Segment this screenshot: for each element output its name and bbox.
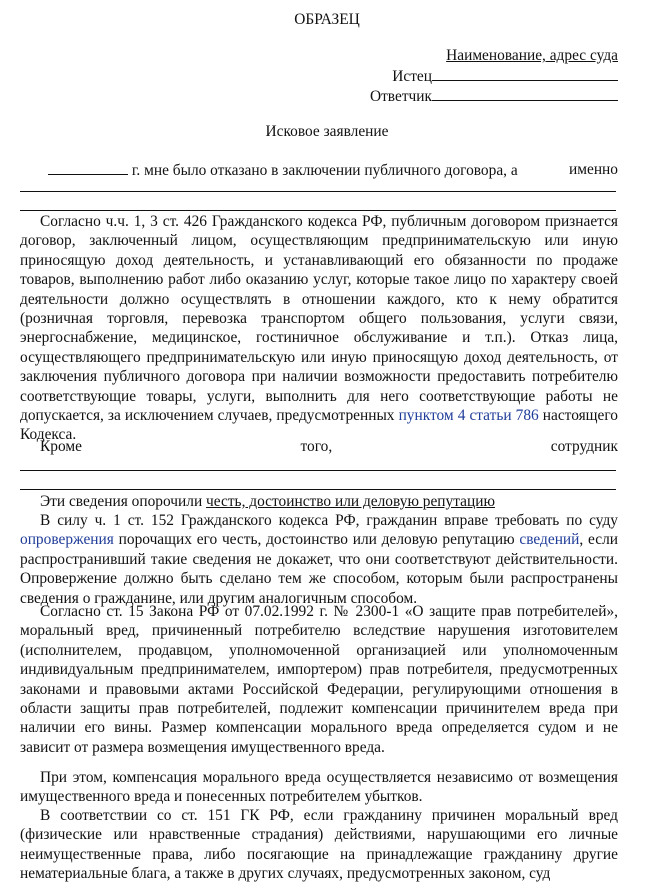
blank-rule-2 — [20, 210, 616, 211]
plaintiff-blank — [432, 66, 618, 81]
plaintiff-line — [20, 66, 618, 86]
blank-rule-1 — [20, 191, 616, 192]
paragraph-law-2300: Согласно ст. 15 Закона РФ от 07.02.1992 г. № 2300-1 «О защите прав потребителей», моральный вред, причиненный потребителю вследствие нарушения изготовителем (исполнителем, продавцом, уполномоченной организацией или уполномоченным индивидуальным предпринимателем, импортером) прав потребителя, предусмотренных законами и правовыми актами Российской Федерации, регулирующими отношения в области защиты прав потребителей, подлежит компенсации причинителем вреда при наличии его вины. Размер компенсации морального вреда определяется судом и не зависит от размера возмещения имущественного вреда. — [20, 603, 618, 756]
refusal-sentence — [48, 160, 518, 180]
paragraph-art-426 — [20, 212, 618, 445]
refusal-namely: именно — [569, 161, 618, 178]
doc-title: Исковое заявление — [265, 123, 389, 140]
besides-word-1: Кроме — [40, 438, 82, 455]
refusal-text: г. мне было отказано в заключении публичного договора, а — [131, 162, 518, 179]
blank-rule-3 — [20, 470, 616, 471]
besides-word-3: сотрудник — [550, 438, 618, 455]
p2-b: порочащих его честь, достоинство или деловую репутацию — [118, 531, 515, 549]
date-blank — [48, 160, 128, 175]
doc-sample-label: ОБРАЗЕЦ — [294, 11, 360, 28]
defamed-text: Эти сведения опорочили — [40, 493, 203, 510]
p2-c: , если распространивший такие сведения не докажет, что они соответствуют действительности. Опровержение должно быть сделано тем же способом, которым были распространены сведения о гражданине, или другим аналогичным способом. — [20, 531, 618, 607]
defamed-line — [40, 492, 495, 511]
paragraph-art-152 — [20, 511, 618, 608]
link-information[interactable]: сведений — [519, 531, 580, 549]
p2-a: В силу ч. 1 ст. 152 Гражданского кодекса РФ, гражданин вправе требовать по суду — [40, 512, 618, 529]
plaintiff-label: Истец — [392, 68, 432, 85]
link-refutation[interactable]: опровержения — [20, 531, 114, 549]
defendant-blank — [432, 86, 618, 101]
defamed-underlined: честь, достоинство или деловую репутацию — [206, 493, 495, 510]
p1-text: Согласно ч.ч. 1, 3 ст. 426 Гражданского кодекса РФ, публичным договором признается договор, заключенный лицом, осуществляющим предпринимательскую или иную приносящую доход деятельность, и устанавливающий его обязанности по продаже товаров, выполнению работ либо оказанию услуг, которые такое лицо по характеру своей деятельности должно осуществлять в отношении каждого, кто к нему обратится (розничная торговля, перевозка транспортом общего пользования, услуги связи, энергоснабжение, медицинское, гостиничное обслуживание и т.п.). Отказ лица, осуществляющего предпринимательскую или иную приносящую доход деятельность, от заключения публичного договора при наличии возможности предоставить потребителю соответствующие товары, услуги, выполнить для него соответствующие работы не допускается, за исключением случаев, предусмотренных — [20, 213, 618, 425]
paragraph-art-151: В соответствии со ст. 151 ГК РФ, если гражданину причинен моральный вред (физические или нравственные страдания) действиями, нарушающими его личные неимущественные права, либо посягающие на принадлежащие гражданину другие нематериальные блага, а также в других случаях, предусмотренных законом, суд — [20, 807, 618, 883]
link-art-786[interactable]: пунктом 4 статьи 786 — [398, 407, 539, 425]
defendant-label: Ответчик — [369, 88, 432, 105]
court-label: Наименование, адрес суда — [446, 47, 618, 64]
defendant-line — [20, 86, 618, 106]
court-line — [20, 46, 618, 65]
besides-line — [40, 437, 618, 456]
refusal-line — [48, 160, 618, 180]
blank-rule-4 — [20, 489, 616, 490]
p1-tail: настоящего Кодекса. — [20, 407, 618, 444]
paragraph-compensation: При этом, компенсация морального вреда осуществляется независимо от возмещения имущественного вреда и понесенных потребителем убытков. — [20, 769, 618, 806]
besides-word-2: того, — [300, 438, 333, 455]
